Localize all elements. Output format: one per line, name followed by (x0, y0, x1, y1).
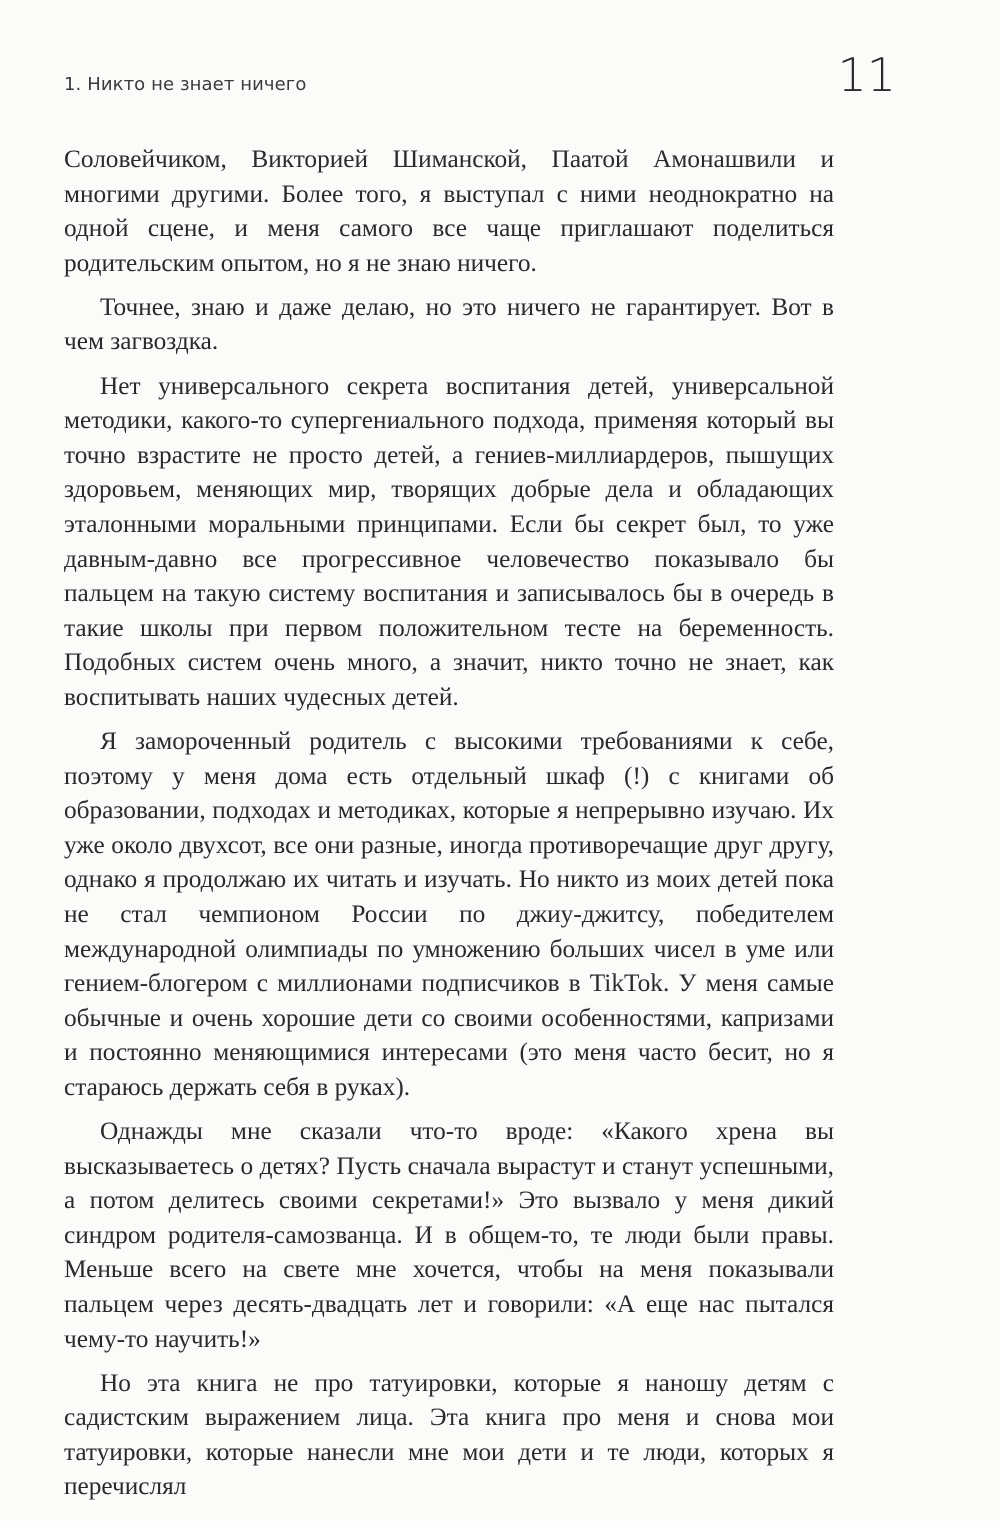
paragraph-5: Однажды мне сказали что-то вроде: «Какого хрена вы высказываетесь о детях? Пусть сначала вырастут и станут успешными, а потом делитесь своими секретами!» Это вызвало у меня дикий синдром родителя-самозванца. И в общем-то, те люди были правы. Меньше всего на свете мне хочется, чтобы на меня показывали пальцем через десять-двадцать лет и говорили: «А еще нас пытался чему-то научить!» (64, 1117, 834, 1353)
paragraph-1: Соловейчиком, Викторией Шиманской, Паатой Амонашвили и многими другими. Более того, я выступал с ними неоднократно на одной сцене, и меня самого все чаще приглашают поделиться родительским опытом, но я не знаю ничего. (64, 145, 834, 277)
paragraph-3: Нет универсального секрета воспитания детей, универсальной методики, какого-то супергениального подхода, применяя который вы точно взрастите не просто детей, а гениев-миллиардеров, пышущих здоровьем, меняющих мир, творящих добрые дела и обладающих эталонными моральными принципами. Если бы секрет был, то уже давным-давно все прогрессивное человечество показывало бы пальцем на такую систему воспитания и записывалось бы в очередь в такие школы при первом положительном тесте на беременность. Подобных систем очень много, а значит, никто точно не знает, как воспитывать наших чудесных детей. (64, 371, 834, 711)
body-text (64, 142, 834, 1514)
page-number: 11 (837, 48, 896, 102)
running-header-chapter-title: 1. Никто не знает ничего (64, 74, 307, 95)
paragraph-4: Я замороченный родитель с высокими требованиями к себе, поэтому у меня дома есть отдельный шкаф (!) с книгами об образовании, подходах и методиках, которые я непрерывно изучаю. Их уже около двухсот, все они разные, иногда противоречащие друг другу, однако я продолжаю их читать и изучать. Но никто из моих детей пока не стал чемпионом России по джиу-джитсу, победителем международной олимпиады по умножению больших чисел в уме или гением-блогером с миллионами подписчиков в TikTok. У меня самые обычные и очень хорошие дети со своими особенностями, капризами и постоянно меняющимися интересами (это меня часто бесит, но я стараюсь держать себя в руках). (64, 727, 834, 1101)
paragraph-2: Точнее, знаю и даже делаю, но это ничего не гарантирует. Вот в чем загвоздка. (64, 292, 834, 356)
paragraph-6: Но эта книга не про татуировки, которые я наношу детям с садистским выражением лица. Эта книга про меня и снова мои татуировки, которые нанесли мне мои дети и те люди, которых я перечислял (64, 1368, 834, 1501)
